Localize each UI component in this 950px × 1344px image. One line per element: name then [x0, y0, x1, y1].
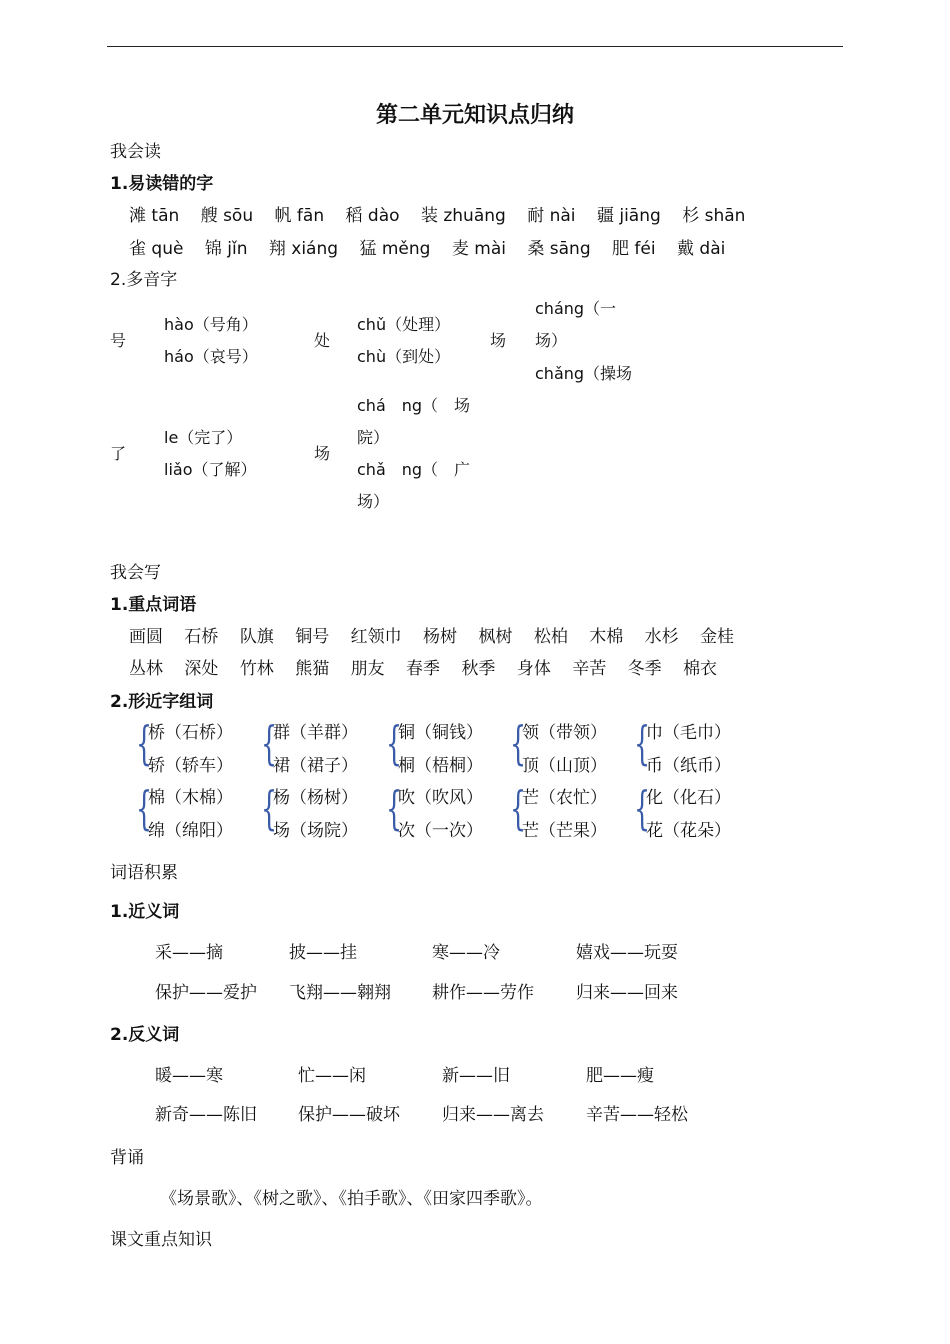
easy-char: 杉 shān	[682, 206, 746, 226]
synonym-pair: 保护——爱护	[155, 983, 257, 1003]
poly-reading: chǔ（处理）	[357, 315, 451, 334]
easy-char: 猛 měng	[359, 239, 431, 259]
synonym-pair: 寒——冷	[432, 943, 500, 963]
section-read-heading: 我会读	[110, 142, 161, 162]
group-word: 巾（毛巾）	[646, 723, 731, 743]
poly-char: 处	[314, 331, 331, 350]
section-recite-heading: 背诵	[110, 1148, 144, 1168]
poly-reading: liǎo（了解）	[164, 460, 257, 479]
poly-reading: hào（号角）	[164, 315, 258, 334]
brace-icon: {	[136, 716, 153, 770]
group-word: 绵（绵阳）	[148, 821, 233, 841]
synonym-pair: 归来——回来	[576, 983, 678, 1003]
antonym-pair: 新——旧	[442, 1066, 510, 1086]
easy-char: 艘 sōu	[200, 206, 254, 226]
antonym-pair: 保护——破坏	[298, 1105, 400, 1125]
group-word: 杨（杨树）	[273, 788, 358, 808]
easy-char: 肥 féi	[612, 239, 656, 259]
poly-char: 了	[110, 444, 127, 463]
synonym-pair: 披——挂	[289, 943, 357, 963]
easy-char: 翔 xiáng	[268, 239, 339, 259]
synonym-pair: 采——摘	[155, 943, 223, 963]
easy-char: 桑 sāng	[527, 239, 591, 259]
group-word: 芒（芒果）	[522, 821, 607, 841]
key-word: 熊猫	[295, 659, 330, 679]
antonym-pair: 暖——寒	[155, 1066, 223, 1086]
poly-char: 场	[314, 444, 331, 463]
key-word: 松柏	[533, 627, 568, 647]
key-word: 冬季	[627, 659, 662, 679]
key-word: 枫树	[478, 627, 513, 647]
section-words-heading: 词语积累	[110, 863, 178, 883]
section-keypoints-heading: 课文重点知识	[110, 1230, 212, 1250]
key-word: 春季	[406, 659, 441, 679]
key-word: 身体	[516, 659, 551, 679]
group-word: 铜（铜钱）	[398, 723, 483, 743]
group-word: 花（花朵）	[646, 821, 731, 841]
easy-char: 疆 jiāng	[596, 206, 661, 226]
key-word: 杨树	[423, 627, 458, 647]
easy-char: 耐 nài	[527, 206, 576, 226]
key-word: 秋季	[461, 659, 496, 679]
key-word: 队旗	[239, 627, 274, 647]
poly-reading: chá ng（ 场	[357, 396, 471, 415]
polyphone-heading: 2.多音字	[110, 270, 178, 290]
antonym-pair: 肥——瘦	[586, 1066, 654, 1086]
poly-char: 场	[490, 331, 507, 350]
easy-char: 雀 què	[129, 239, 184, 259]
group-word: 币（纸币）	[646, 756, 731, 776]
group-word: 轿（轿车）	[148, 756, 233, 776]
group-word: 场（场院）	[273, 821, 358, 841]
page-title: 第二单元知识点归纳	[375, 103, 574, 128]
group-word: 桥（石桥）	[148, 723, 233, 743]
brace-icon: {	[386, 716, 403, 770]
poly-reading: le（完了）	[164, 428, 243, 447]
antonym-pair: 归来——离去	[442, 1105, 544, 1125]
similar-chars-heading: 2.形近字组词	[110, 692, 214, 712]
key-word: 木棉	[589, 627, 624, 647]
brace-icon: {	[510, 781, 527, 835]
poly-reading: 院）	[357, 428, 390, 447]
antonym-pair: 忙——闲	[298, 1066, 366, 1086]
antonym-pair: 新奇——陈旧	[155, 1105, 257, 1125]
group-word: 化（化石）	[646, 788, 731, 808]
brace-icon: {	[136, 781, 153, 835]
easy-char: 麦 mài	[451, 239, 506, 259]
antonyms-heading: 2.反义词	[110, 1025, 180, 1045]
poly-reading: chǎng（操场	[535, 364, 633, 383]
easy-char: 装 zhuāng	[420, 206, 506, 226]
key-word: 铜号	[295, 627, 330, 647]
easy-chars-row-1	[129, 201, 761, 226]
antonym-pair: 辛苦——轻松	[586, 1105, 688, 1125]
key-word: 深处	[184, 659, 219, 679]
key-word: 红领巾	[350, 627, 402, 647]
brace-icon: {	[634, 781, 651, 835]
brace-icon: {	[261, 781, 278, 835]
poly-char: 号	[110, 331, 127, 350]
key-word: 竹林	[239, 659, 274, 679]
easy-chars-heading: 1.易读错的字	[110, 174, 214, 194]
key-word: 丛林	[129, 659, 163, 679]
group-word: 领（带领）	[522, 723, 607, 743]
group-word: 次（一次）	[398, 821, 483, 841]
brace-icon: {	[634, 716, 651, 770]
group-word: 桐（梧桐）	[398, 756, 483, 776]
key-words-row-1	[129, 622, 750, 647]
group-word: 芒（农忙）	[522, 788, 607, 808]
poly-reading: 场）	[535, 331, 568, 350]
section-write-heading: 我会写	[110, 563, 161, 583]
easy-char: 稻 dào	[345, 206, 400, 226]
key-word: 水杉	[644, 627, 679, 647]
poly-reading: cháng（一	[535, 299, 617, 318]
key-word: 画圆	[129, 627, 163, 647]
synonym-pair: 飞翔——翱翔	[289, 983, 391, 1003]
synonyms-heading: 1.近义词	[110, 902, 180, 922]
header-rule	[107, 46, 843, 47]
key-words-row-2	[129, 654, 733, 679]
easy-chars-row-2	[129, 234, 741, 259]
group-word: 棉（木棉）	[148, 788, 233, 808]
recite-text: 《场景歌》、《树之歌》、《拍手歌》、《田家四季歌》。	[160, 1189, 543, 1209]
key-words-heading: 1.重点词语	[110, 595, 197, 615]
poly-reading: chù（到处）	[357, 347, 451, 366]
poly-reading: 场）	[357, 492, 390, 511]
key-word: 辛苦	[572, 659, 607, 679]
brace-icon: {	[510, 716, 527, 770]
easy-char: 锦 jǐn	[204, 239, 248, 259]
poly-reading: chǎ ng（ 广	[357, 460, 471, 479]
easy-char: 滩 tān	[129, 206, 180, 226]
brace-icon: {	[386, 781, 403, 835]
brace-icon: {	[261, 716, 278, 770]
key-word: 金桂	[700, 627, 735, 647]
key-word: 棉衣	[683, 659, 718, 679]
key-word: 石桥	[184, 627, 219, 647]
synonym-pair: 耕作——劳作	[432, 983, 534, 1003]
group-word: 裙（裙子）	[273, 756, 358, 776]
easy-char: 戴 dài	[677, 239, 726, 259]
synonym-pair: 嬉戏——玩耍	[576, 943, 678, 963]
group-word: 吹（吹风）	[398, 788, 483, 808]
group-word: 顶（山顶）	[522, 756, 607, 776]
poly-reading: háo（哀号）	[164, 347, 258, 366]
easy-char: 帆 fān	[274, 206, 325, 226]
key-word: 朋友	[350, 659, 385, 679]
group-word: 群（羊群）	[273, 723, 358, 743]
